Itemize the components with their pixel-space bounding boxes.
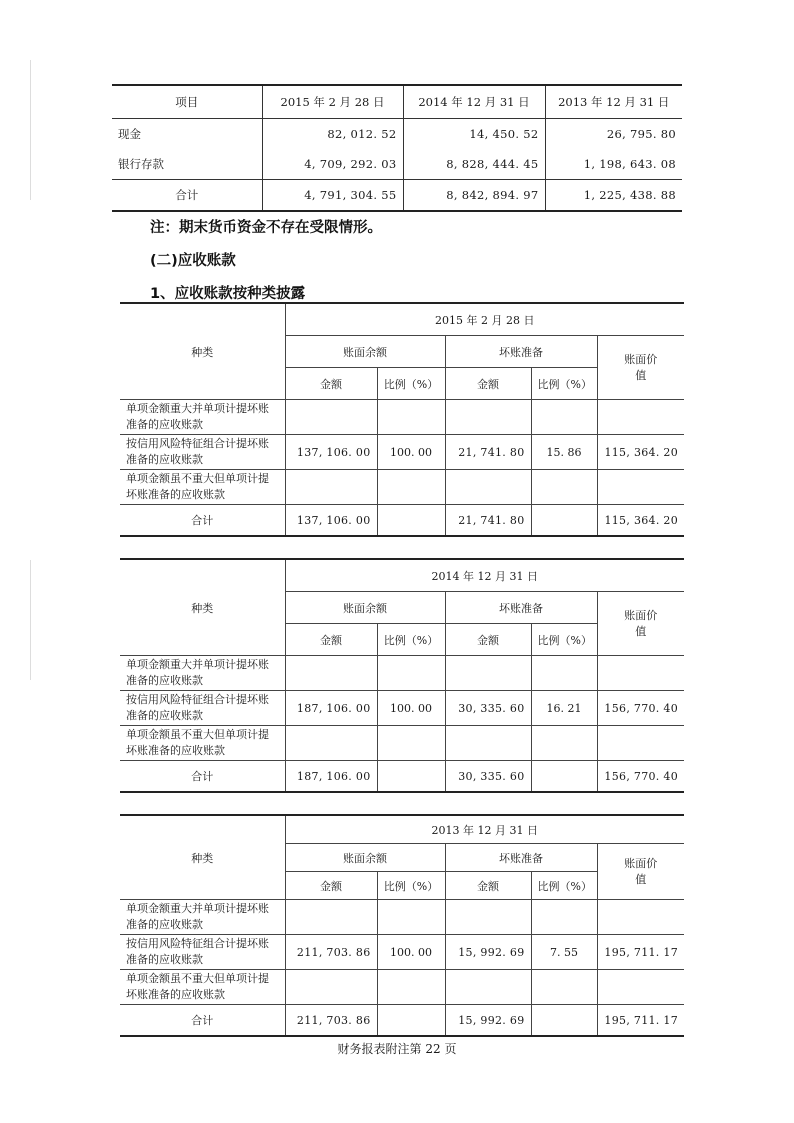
- cell-ratio: [377, 1005, 445, 1037]
- cell-bad-debt-ratio: [531, 470, 597, 505]
- cell-amount: 211, 703. 86: [285, 935, 377, 970]
- cell-bad-debt-amount: 21, 741. 80: [445, 505, 531, 537]
- header-2014: 2014 年 12 月 31 日: [403, 85, 545, 119]
- row-item: 现金: [112, 119, 262, 150]
- row-item: 银行存款: [112, 149, 262, 180]
- table-row: [120, 400, 684, 435]
- section-title: (二)应收账款: [150, 253, 236, 269]
- cell-bad-debt-ratio: [531, 505, 597, 537]
- scan-margin-line: [30, 60, 31, 200]
- cell-bad-debt-amount: [445, 970, 531, 1005]
- header-date: 2014 年 12 月 31 日: [285, 559, 684, 592]
- header-amount: 金额: [445, 872, 531, 900]
- cell-bad-debt-ratio: [531, 726, 597, 761]
- cell-bad-debt-amount: 21, 741. 80: [445, 435, 531, 470]
- cell-bad-debt-ratio: [531, 400, 597, 435]
- header-bad-debt: 坏账准备: [445, 592, 597, 624]
- header-date: 2015 年 2 月 28 日: [285, 303, 684, 336]
- cell-book-value: 115, 364. 20: [597, 505, 684, 537]
- cell-bad-debt-amount: [445, 470, 531, 505]
- cell-amount: 137, 106. 00: [285, 435, 377, 470]
- cell-bad-debt-amount: [445, 900, 531, 935]
- cell-2013: 1, 225, 438. 88: [545, 180, 682, 212]
- table-header-row: [120, 815, 684, 844]
- cell-bad-debt-amount: [445, 400, 531, 435]
- receivables-table-2014: [120, 558, 684, 793]
- cell-ratio: 100. 00: [377, 935, 445, 970]
- cell-amount: [285, 900, 377, 935]
- cell-ratio: [377, 761, 445, 793]
- header-ratio: 比例（%）: [377, 872, 445, 900]
- cell-bad-debt-amount: 30, 335. 60: [445, 761, 531, 793]
- cell-bad-debt-ratio: [531, 970, 597, 1005]
- cell-bad-debt-amount: [445, 726, 531, 761]
- cell-ratio: [377, 900, 445, 935]
- cell-bad-debt-ratio: [531, 1005, 597, 1037]
- row-category: 单项金额虽不重大但单项计提坏账准备的应收账款: [120, 470, 285, 505]
- cell-bad-debt-amount: [445, 656, 531, 691]
- table-row-total: [112, 180, 682, 212]
- header-book-value: 账面价值: [597, 592, 684, 656]
- row-category: 合计: [120, 505, 285, 537]
- cell-2015: 82, 012. 52: [262, 119, 403, 150]
- header-book-balance: 账面余额: [285, 336, 445, 368]
- row-category: 单项金额重大并单项计提坏账准备的应收账款: [120, 900, 285, 935]
- table-row: [120, 656, 684, 691]
- header-kind: 种类: [120, 559, 285, 656]
- header-2013: 2013 年 12 月 31 日: [545, 85, 682, 119]
- cell-bad-debt-ratio: 16. 21: [531, 691, 597, 726]
- table-row: [120, 691, 684, 726]
- header-amount: 金额: [285, 368, 377, 400]
- cell-2014: 14, 450. 52: [403, 119, 545, 150]
- header-2015: 2015 年 2 月 28 日: [262, 85, 403, 119]
- row-item: 合计: [112, 180, 262, 212]
- cell-2014: 8, 842, 894. 97: [403, 180, 545, 212]
- cell-bad-debt-ratio: [531, 761, 597, 793]
- cell-amount: [285, 400, 377, 435]
- header-kind: 种类: [120, 815, 285, 900]
- header-ratio: 比例（%）: [531, 624, 597, 656]
- cell-amount: [285, 470, 377, 505]
- cell-ratio: [377, 505, 445, 537]
- header-kind: 种类: [120, 303, 285, 400]
- cell-ratio: 100. 00: [377, 691, 445, 726]
- header-book-value: 账面价值: [597, 336, 684, 400]
- cell-amount: [285, 970, 377, 1005]
- header-ratio: 比例（%）: [377, 624, 445, 656]
- row-category: 单项金额虽不重大但单项计提坏账准备的应收账款: [120, 726, 285, 761]
- row-category: 按信用风险特征组合计提坏账准备的应收账款: [120, 935, 285, 970]
- cell-book-value: [597, 656, 684, 691]
- table-row: [120, 935, 684, 970]
- table-row: [120, 900, 684, 935]
- table-row: [112, 119, 682, 150]
- header-item: 项目: [112, 85, 262, 119]
- table-row: [112, 149, 682, 180]
- header-bad-debt: 坏账准备: [445, 844, 597, 872]
- cell-ratio: [377, 656, 445, 691]
- cell-ratio: [377, 470, 445, 505]
- cash-table: [112, 84, 682, 212]
- cell-bad-debt-amount: 15, 992. 69: [445, 1005, 531, 1037]
- cell-2013: 1, 198, 643. 08: [545, 149, 682, 180]
- cell-book-value: 195, 711. 17: [597, 935, 684, 970]
- table-row: [120, 470, 684, 505]
- row-category: 单项金额重大并单项计提坏账准备的应收账款: [120, 656, 285, 691]
- row-category: 合计: [120, 1005, 285, 1037]
- table-row: [120, 726, 684, 761]
- header-amount: 金额: [445, 368, 531, 400]
- header-book-balance: 账面余额: [285, 844, 445, 872]
- cell-book-value: 156, 770. 40: [597, 761, 684, 793]
- cell-bad-debt-ratio: 15. 86: [531, 435, 597, 470]
- cell-amount: [285, 656, 377, 691]
- header-ratio: 比例（%）: [531, 872, 597, 900]
- header-ratio: 比例（%）: [531, 368, 597, 400]
- row-category: 按信用风险特征组合计提坏账准备的应收账款: [120, 435, 285, 470]
- cell-2013: 26, 795. 80: [545, 119, 682, 150]
- cell-amount: [285, 726, 377, 761]
- cell-book-value: [597, 470, 684, 505]
- subsection-title: 1、应收账款按种类披露: [150, 286, 306, 302]
- cell-book-value: 156, 770. 40: [597, 691, 684, 726]
- cell-book-value: 115, 364. 20: [597, 435, 684, 470]
- table-row-total: [120, 505, 684, 537]
- cell-amount: 211, 703. 86: [285, 1005, 377, 1037]
- cell-book-value: [597, 400, 684, 435]
- cell-amount: 187, 106. 00: [285, 691, 377, 726]
- header-ratio: 比例（%）: [377, 368, 445, 400]
- cell-amount: 137, 106. 00: [285, 505, 377, 537]
- table-row-total: [120, 1005, 684, 1037]
- table-header-row: [120, 303, 684, 336]
- header-amount: 金额: [285, 872, 377, 900]
- scan-margin-line: [30, 560, 31, 680]
- cell-bad-debt-ratio: [531, 656, 597, 691]
- cell-ratio: [377, 400, 445, 435]
- cell-book-value: [597, 726, 684, 761]
- header-date: 2013 年 12 月 31 日: [285, 815, 684, 844]
- cell-bad-debt-amount: 15, 992. 69: [445, 935, 531, 970]
- table-row: [120, 970, 684, 1005]
- cell-amount: 187, 106. 00: [285, 761, 377, 793]
- row-category: 单项金额虽不重大但单项计提坏账准备的应收账款: [120, 970, 285, 1005]
- table-row: [120, 435, 684, 470]
- table-header-row: [120, 559, 684, 592]
- row-category: 合计: [120, 761, 285, 793]
- header-bad-debt: 坏账准备: [445, 336, 597, 368]
- cell-book-value: 195, 711. 17: [597, 1005, 684, 1037]
- cell-2014: 8, 828, 444. 45: [403, 149, 545, 180]
- table-row-total: [120, 761, 684, 793]
- header-book-balance: 账面余额: [285, 592, 445, 624]
- cell-2015: 4, 791, 304. 55: [262, 180, 403, 212]
- header-amount: 金额: [285, 624, 377, 656]
- receivables-table-2013: [120, 814, 684, 1037]
- cell-bad-debt-ratio: [531, 900, 597, 935]
- cell-book-value: [597, 970, 684, 1005]
- cell-ratio: 100. 00: [377, 435, 445, 470]
- cell-ratio: [377, 726, 445, 761]
- note-text: 注：期末货币资金不存在受限情形。: [150, 220, 382, 236]
- cell-bad-debt-amount: 30, 335. 60: [445, 691, 531, 726]
- row-category: 按信用风险特征组合计提坏账准备的应收账款: [120, 691, 285, 726]
- cell-2015: 4, 709, 292. 03: [262, 149, 403, 180]
- row-category: 单项金额重大并单项计提坏账准备的应收账款: [120, 400, 285, 435]
- header-book-value: 账面价值: [597, 844, 684, 900]
- page-footer: 财务报表附注第 22 页: [337, 1042, 457, 1056]
- receivables-table-2015: [120, 302, 684, 537]
- cell-book-value: [597, 900, 684, 935]
- header-amount: 金额: [445, 624, 531, 656]
- cash-table-header: [112, 85, 682, 119]
- cell-ratio: [377, 970, 445, 1005]
- cell-bad-debt-ratio: 7. 55: [531, 935, 597, 970]
